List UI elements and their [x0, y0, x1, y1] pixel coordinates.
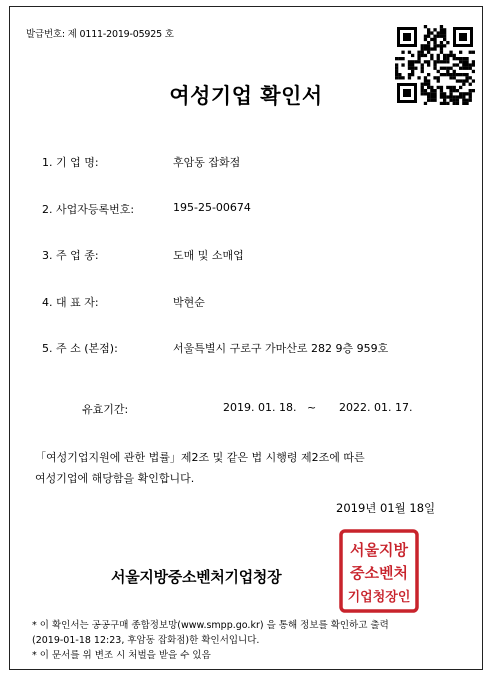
footnote: * 이 문서를 위 변조 시 처벌을 받을 수 있음 — [32, 650, 211, 661]
main-industry-label: 3. 주 업 종: — [42, 249, 99, 262]
footnote: (2019-01-18 12:23, 후암동 잡화점)한 확인서입니다. — [32, 635, 260, 646]
representative-value: 박현순 — [173, 296, 205, 309]
issue-number: 발급번호: 제 0111-2019-05925 호 — [26, 29, 174, 40]
address-value: 서울특별시 구로구 가마산로 282 9층 959호 — [173, 342, 389, 355]
validity-label: 유효기간: — [82, 403, 129, 416]
representative-label: 4. 대 표 자: — [42, 296, 99, 309]
seal-line: 중소벤처 — [350, 564, 408, 582]
business-registration-label: 2. 사업자등록번호: — [42, 203, 135, 216]
statement-line: 「여성기업지원에 관한 법률」제2조 및 같은 법 시행령 제2조에 따른 — [35, 451, 365, 464]
footnote: * 이 확인서는 공공구매 종합정보망(www.smpp.go.kr) 을 통해 정보를 확인하고 출력 — [32, 620, 389, 631]
business-registration-value: 195-25-00674 — [173, 201, 251, 214]
certification-statement — [35, 447, 465, 489]
document-title: 여성기업 확인서 — [169, 84, 323, 108]
validity-separator: ~ — [307, 401, 317, 414]
statement-line: 여성기업에 해당함을 확인합니다. — [35, 472, 195, 485]
issue-date: 2019년 01월 18일 — [336, 501, 436, 515]
main-industry-value: 도매 및 소매업 — [173, 249, 244, 262]
validity-end-date: 2022. 01. 17. — [339, 401, 413, 414]
company-name-label: 1. 기 업 명: — [42, 156, 99, 169]
issuer-name: 서울지방중소벤처기업청장 — [111, 568, 282, 586]
certificate-document — [9, 6, 483, 670]
seal-line: 기업청장인 — [347, 590, 411, 605]
validity-start-date: 2019. 01. 18. — [223, 401, 297, 414]
seal-line: 서울지방 — [350, 541, 408, 559]
official-seal-stamp — [338, 528, 420, 614]
address-label: 5. 주 소 (본점): — [42, 342, 118, 355]
company-name-value: 후암동 잡화점 — [173, 156, 241, 169]
